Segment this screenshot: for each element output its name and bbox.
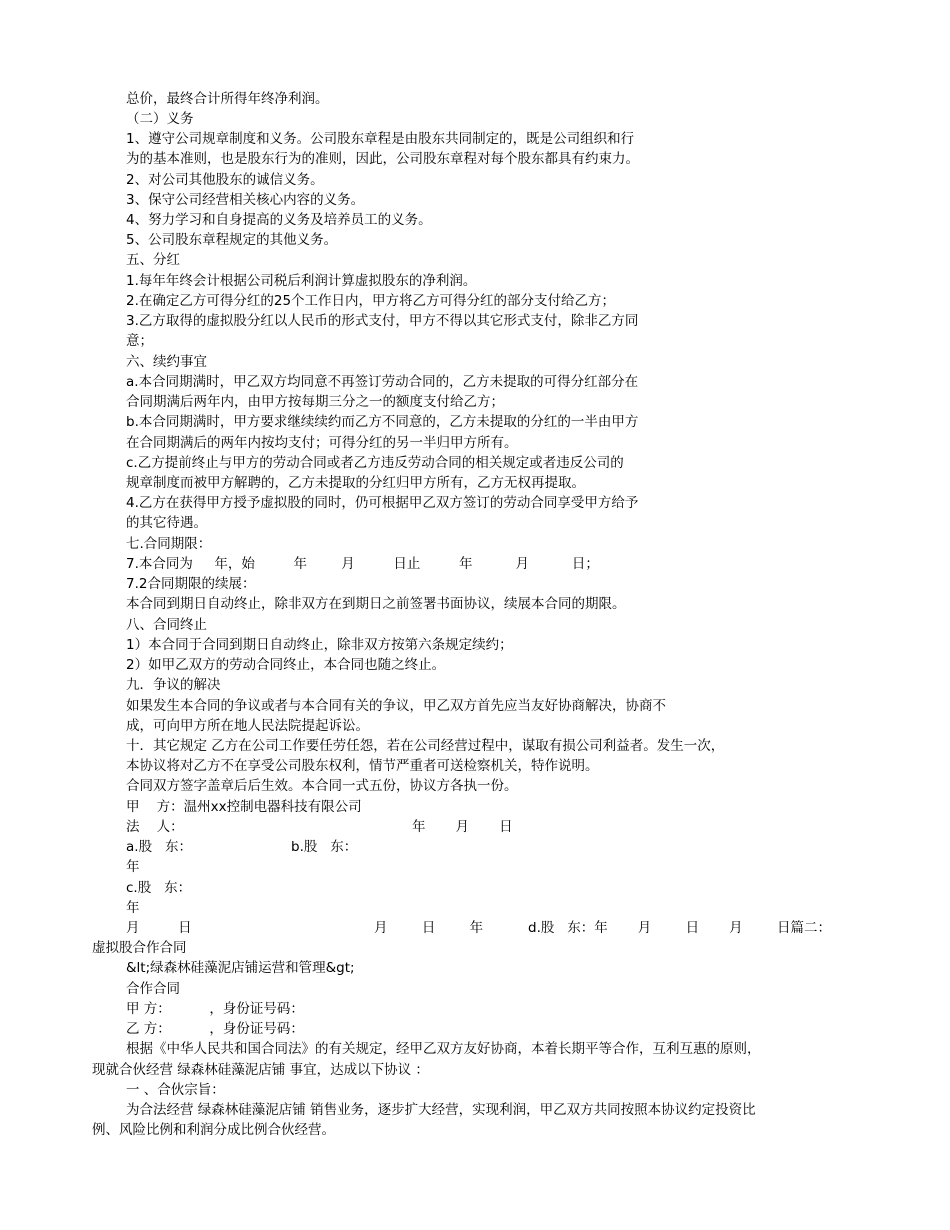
text-line: 5、公司股东章程规定的其他义务。 [126, 232, 338, 248]
text-line: 3、保守公司经营相关核心内容的义务。 [126, 192, 365, 208]
party-b-line: 乙 方： ，身份证号码： [126, 1021, 304, 1037]
text-line: 本合同到期日自动终止，除非双方在到期日之前签署书面协议，续展本合同的期限。 [126, 596, 626, 612]
text-line: 例、风险比例和利润分成比例合伙经营。 [92, 1122, 335, 1138]
text-line: 1、遵守公司规章制度和义务。公司股东章程是由股东共同制定的，既是公司组织和行 [126, 131, 635, 147]
text-line: 月 日 [126, 920, 192, 936]
text-line: &lt;绿森林硅藻泥店铺运营和管理&gt; [126, 960, 355, 976]
text-line: 根据《中华人民共和国合同法》的有关规定，经甲乙双方友好协商，本着长期平等合作，互利互惠的原则， [126, 1041, 761, 1057]
text-line: 7.2合同期限的续展： [126, 576, 256, 592]
signature-party-a: 甲 方：温州xx控制电器科技有限公司 [126, 799, 362, 815]
signature-shareholder-d: d.股 东：年 月 日 月 日篇二： [528, 920, 831, 936]
section-heading: （二）义务 [126, 111, 194, 127]
text-line: 合同期满后两年内，由甲方按每期三分之一的额度支付给乙方； [126, 394, 504, 410]
signature-legal-rep: 法 人： [126, 819, 184, 835]
text-line: 2）如甲乙双方的劳动合同终止，本合同也随之终止。 [126, 657, 446, 673]
text-line: 现就合伙经营 绿森林硅藻泥店铺 事宜，达成以下协议 ： [92, 1062, 429, 1078]
section-heading: 七.合同期限： [126, 536, 212, 552]
signature-shareholder-b: b.股 东： [291, 839, 358, 855]
text-line: 3.乙方取得的虚拟股分红以人民币的形式支付，甲方不得以其它形式支付，除非乙方同 [126, 313, 639, 329]
document-title: 虚拟股合作合同 [92, 940, 187, 956]
text-line: 本协议将对乙方不在享受公司股东权利，情节严重者可送检察机关，特作说明。 [126, 758, 599, 774]
text-line: 2、对公司其他股东的诚信义务。 [126, 172, 324, 188]
section-heading: 八、合同终止 [126, 617, 207, 633]
text-line: 月 日 年 [374, 920, 484, 936]
text-line: 1）本合同于合同到期日自动终止，除非双方按第六条规定续约； [126, 637, 513, 653]
text-line: 为合法经营 绿森林硅藻泥店铺 销售业务，逐步扩大经营，实现利润，甲乙双方共同按照本协议约定投资比 [126, 1102, 756, 1118]
text-line: 为的基本准则，也是股东行为的准则，因此，公司股东章程对每个股东都具有约束力。 [126, 151, 639, 167]
text-line: 合作合同 [126, 981, 180, 997]
text-line: 规章制度而被甲方解聘的，乙方未提取的分红归甲方所有，乙方无权再提取。 [126, 475, 585, 491]
text-line: 合同双方签字盖章后后生效。本合同一式五份，协议方各执一份。 [126, 778, 518, 794]
section-heading: 五、分红 [126, 252, 180, 268]
signature-shareholder-a: a.股 东： [126, 839, 192, 855]
signature-date: 年 月 日 [412, 819, 513, 835]
signature-shareholder-c: c.股 东： [126, 880, 192, 896]
text-line: 年 [126, 900, 140, 916]
text-line: 7.本合同为 年，始 年 月 日止 年 月 日； [126, 556, 599, 572]
text-line: c.乙方提前终止与甲方的劳动合同或者乙方违反劳动合同的相关规定或者违反公司的 [126, 455, 624, 471]
text-line: b.本合同期满时，甲方要求继续续约而乙方不同意的，乙方未提取的分红的一半由甲方 [126, 414, 639, 430]
section-heading: 六、续约事宜 [126, 354, 207, 370]
text-line: 在合同期满后的两年内按均支付；可得分红的另一半归甲方所有。 [126, 435, 518, 451]
text-line: 总价，最终合计所得年终净利润。 [126, 91, 329, 107]
text-line: 2.在确定乙方可得分红的25个工作日内，甲方将乙方可得分红的部分支付给乙方； [126, 293, 616, 309]
text-line: 4、努力学习和自身提高的义务及培养员工的义务。 [126, 212, 432, 228]
text-line: 意； [126, 333, 153, 349]
party-a-line: 甲 方： ，身份证号码： [126, 1001, 304, 1017]
text-line: 年 [126, 859, 140, 875]
section-heading: 一 、合伙宗旨： [126, 1082, 225, 1098]
section-heading: 九．争议的解决 [126, 677, 221, 693]
text-line: 的其它待遇。 [126, 515, 207, 531]
text-line: 十．其它规定 乙方在公司工作要任劳任怨，若在公司经营过程中，谋取有损公司利益者。发生一次， [126, 738, 725, 754]
text-line: 如果发生本合同的争议或者与本合同有关的争议，甲乙双方首先应当友好协商解决，协商不 [126, 698, 666, 714]
text-line: 1.每年年终会计根据公司税后利润计算虚拟股东的净利润。 [126, 273, 477, 289]
text-line: a.本合同期满时，甲乙双方均同意不再签订劳动合同的，乙方未提取的可得分红部分在 [126, 374, 639, 390]
text-line: 成，可向甲方所在地人民法院提起诉讼。 [126, 718, 369, 734]
text-line: 4.乙方在获得甲方授予虚拟股的同时，仍可根据甲乙双方签订的劳动合同享受甲方给予 [126, 495, 639, 511]
